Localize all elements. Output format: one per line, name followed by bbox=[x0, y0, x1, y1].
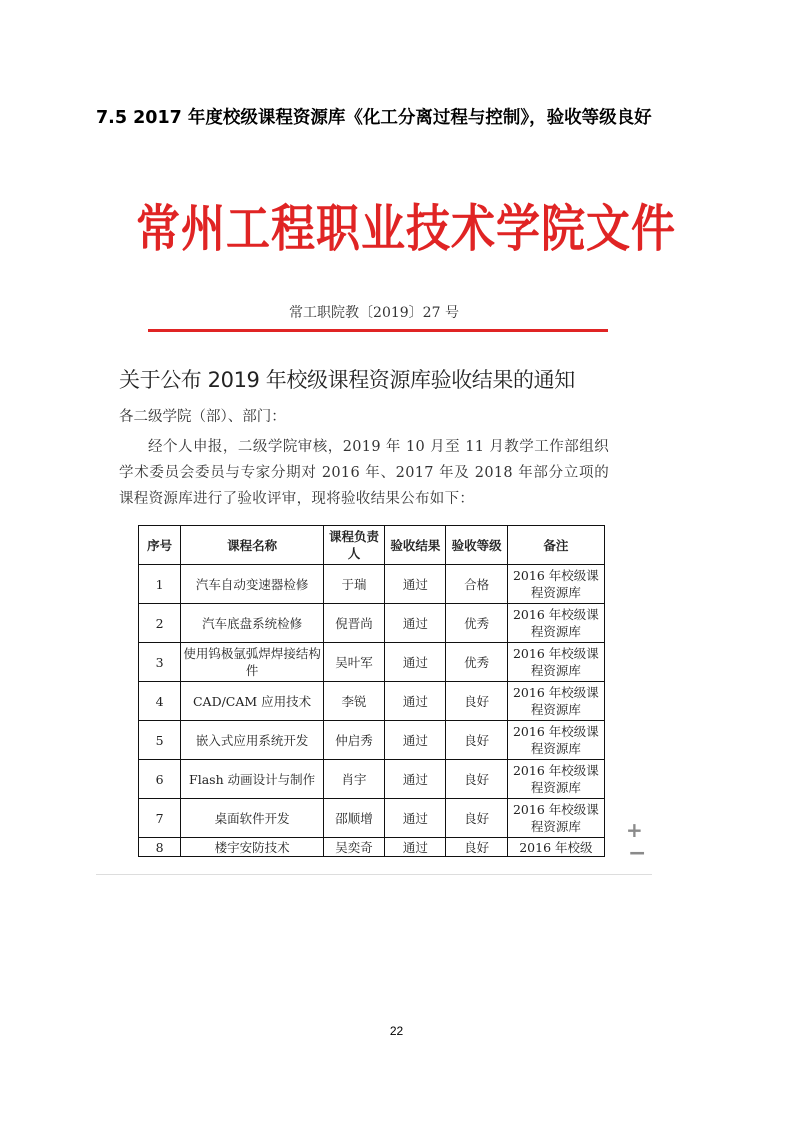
table-cell: 合格 bbox=[446, 565, 507, 604]
table-cell: 楼宇安防技术 bbox=[181, 838, 324, 857]
table-cell: 通过 bbox=[385, 838, 446, 857]
section-heading: 7.5 2017 年度校级课程资源库《化工分离过程与控制》，验收等级良好 bbox=[96, 108, 652, 128]
table-cell: Flash 动画设计与制作 bbox=[181, 760, 324, 799]
table-row bbox=[139, 565, 605, 604]
table-cell: 通过 bbox=[385, 721, 446, 760]
table-cell: 良好 bbox=[446, 760, 507, 799]
table-cell: 良好 bbox=[446, 799, 507, 838]
header-cell: 课程名称 bbox=[181, 526, 324, 565]
notice-title: 关于公布 2019 年校级课程资源库验收结果的通知 bbox=[119, 368, 575, 392]
table-row bbox=[139, 838, 605, 857]
table-cell: 2 bbox=[139, 604, 181, 643]
table-cell: 嵌入式应用系统开发 bbox=[181, 721, 324, 760]
table-cell: 肖宇 bbox=[323, 760, 384, 799]
table-cell: 2016 年校级课程资源库 bbox=[507, 760, 604, 799]
document-image bbox=[96, 180, 676, 875]
table-cell: 于瑞 bbox=[323, 565, 384, 604]
table-cell: 1 bbox=[139, 565, 181, 604]
header-cell: 序号 bbox=[139, 526, 181, 565]
table-cell: 2016 年校级课程资源库 bbox=[507, 799, 604, 838]
table-cell: CAD/CAM 应用技术 bbox=[181, 682, 324, 721]
table-row bbox=[139, 799, 605, 838]
body-paragraph: 经个人申报，二级学院审核，2019 年 10 月至 11 月教学工作部组织学术委员会委员与专家分期对 2016 年、2017 年及 2018 年部分立项的课程资源库进行了验收评审，现将验收结果公布如下： bbox=[119, 439, 609, 507]
table-cell: 优秀 bbox=[446, 604, 507, 643]
table-cell: 倪晋尚 bbox=[323, 604, 384, 643]
table-cell: 良好 bbox=[446, 838, 507, 857]
page-number: 22 bbox=[389, 1024, 404, 1038]
table-cell: 2016 年校级课程资源库 bbox=[507, 643, 604, 682]
table-cell: 通过 bbox=[385, 565, 446, 604]
table-cell: 吴叶军 bbox=[323, 643, 384, 682]
table-cell: 仲启秀 bbox=[323, 721, 384, 760]
addressee: 各二级学院（部）、部门： bbox=[119, 409, 286, 425]
header-cell: 验收结果 bbox=[385, 526, 446, 565]
table-row bbox=[139, 760, 605, 799]
red-rule bbox=[148, 329, 608, 332]
table-cell: 2016 年校级课程资源库 bbox=[507, 682, 604, 721]
masthead: 常州工程职业技术学院文件 bbox=[136, 199, 676, 259]
table-cell: 通过 bbox=[385, 760, 446, 799]
table-cell: 使用钨极氩弧焊焊接结构件 bbox=[181, 643, 324, 682]
table-cell: 优秀 bbox=[446, 643, 507, 682]
table-cell: 汽车底盘系统检修 bbox=[181, 604, 324, 643]
table-cell: 7 bbox=[139, 799, 181, 838]
doc-number: 常工职院教〔2019〕27 号 bbox=[289, 305, 459, 321]
table-cell: 通过 bbox=[385, 604, 446, 643]
table-cell: 3 bbox=[139, 643, 181, 682]
table-row bbox=[139, 682, 605, 721]
table-cell: 良好 bbox=[446, 721, 507, 760]
table-cell: 通过 bbox=[385, 682, 446, 721]
table-cell: 2016 年校级课程资源库 bbox=[507, 604, 604, 643]
table-cell: 吴奕奇 bbox=[323, 838, 384, 857]
table-cell: 李锐 bbox=[323, 682, 384, 721]
zoom-in-button[interactable]: + bbox=[626, 818, 643, 842]
table-cell: 通过 bbox=[385, 643, 446, 682]
table-cell: 邵顺增 bbox=[323, 799, 384, 838]
table-cell: 2016 年校级课程资源库 bbox=[507, 721, 604, 760]
table-cell: 6 bbox=[139, 760, 181, 799]
table-cell: 汽车自动变速器检修 bbox=[181, 565, 324, 604]
table-row bbox=[139, 721, 605, 760]
table-cell: 5 bbox=[139, 721, 181, 760]
table-cell: 8 bbox=[139, 838, 181, 857]
header-cell: 备注 bbox=[507, 526, 604, 565]
table-header-row bbox=[139, 526, 605, 565]
table-row bbox=[139, 643, 605, 682]
table-cell: 2016 年校级 bbox=[507, 838, 604, 857]
table-cell: 2016 年校级课程资源库 bbox=[507, 565, 604, 604]
table-cell: 良好 bbox=[446, 682, 507, 721]
header-cell: 验收等级 bbox=[446, 526, 507, 565]
table-row bbox=[139, 604, 605, 643]
results-table bbox=[138, 525, 605, 857]
table-cell: 桌面软件开发 bbox=[181, 799, 324, 838]
zoom-out-button[interactable]: − bbox=[628, 841, 647, 866]
image-bottom-rule bbox=[96, 874, 652, 875]
table-cell: 通过 bbox=[385, 799, 446, 838]
table-cell: 4 bbox=[139, 682, 181, 721]
header-cell: 课程负责人 bbox=[323, 526, 384, 565]
